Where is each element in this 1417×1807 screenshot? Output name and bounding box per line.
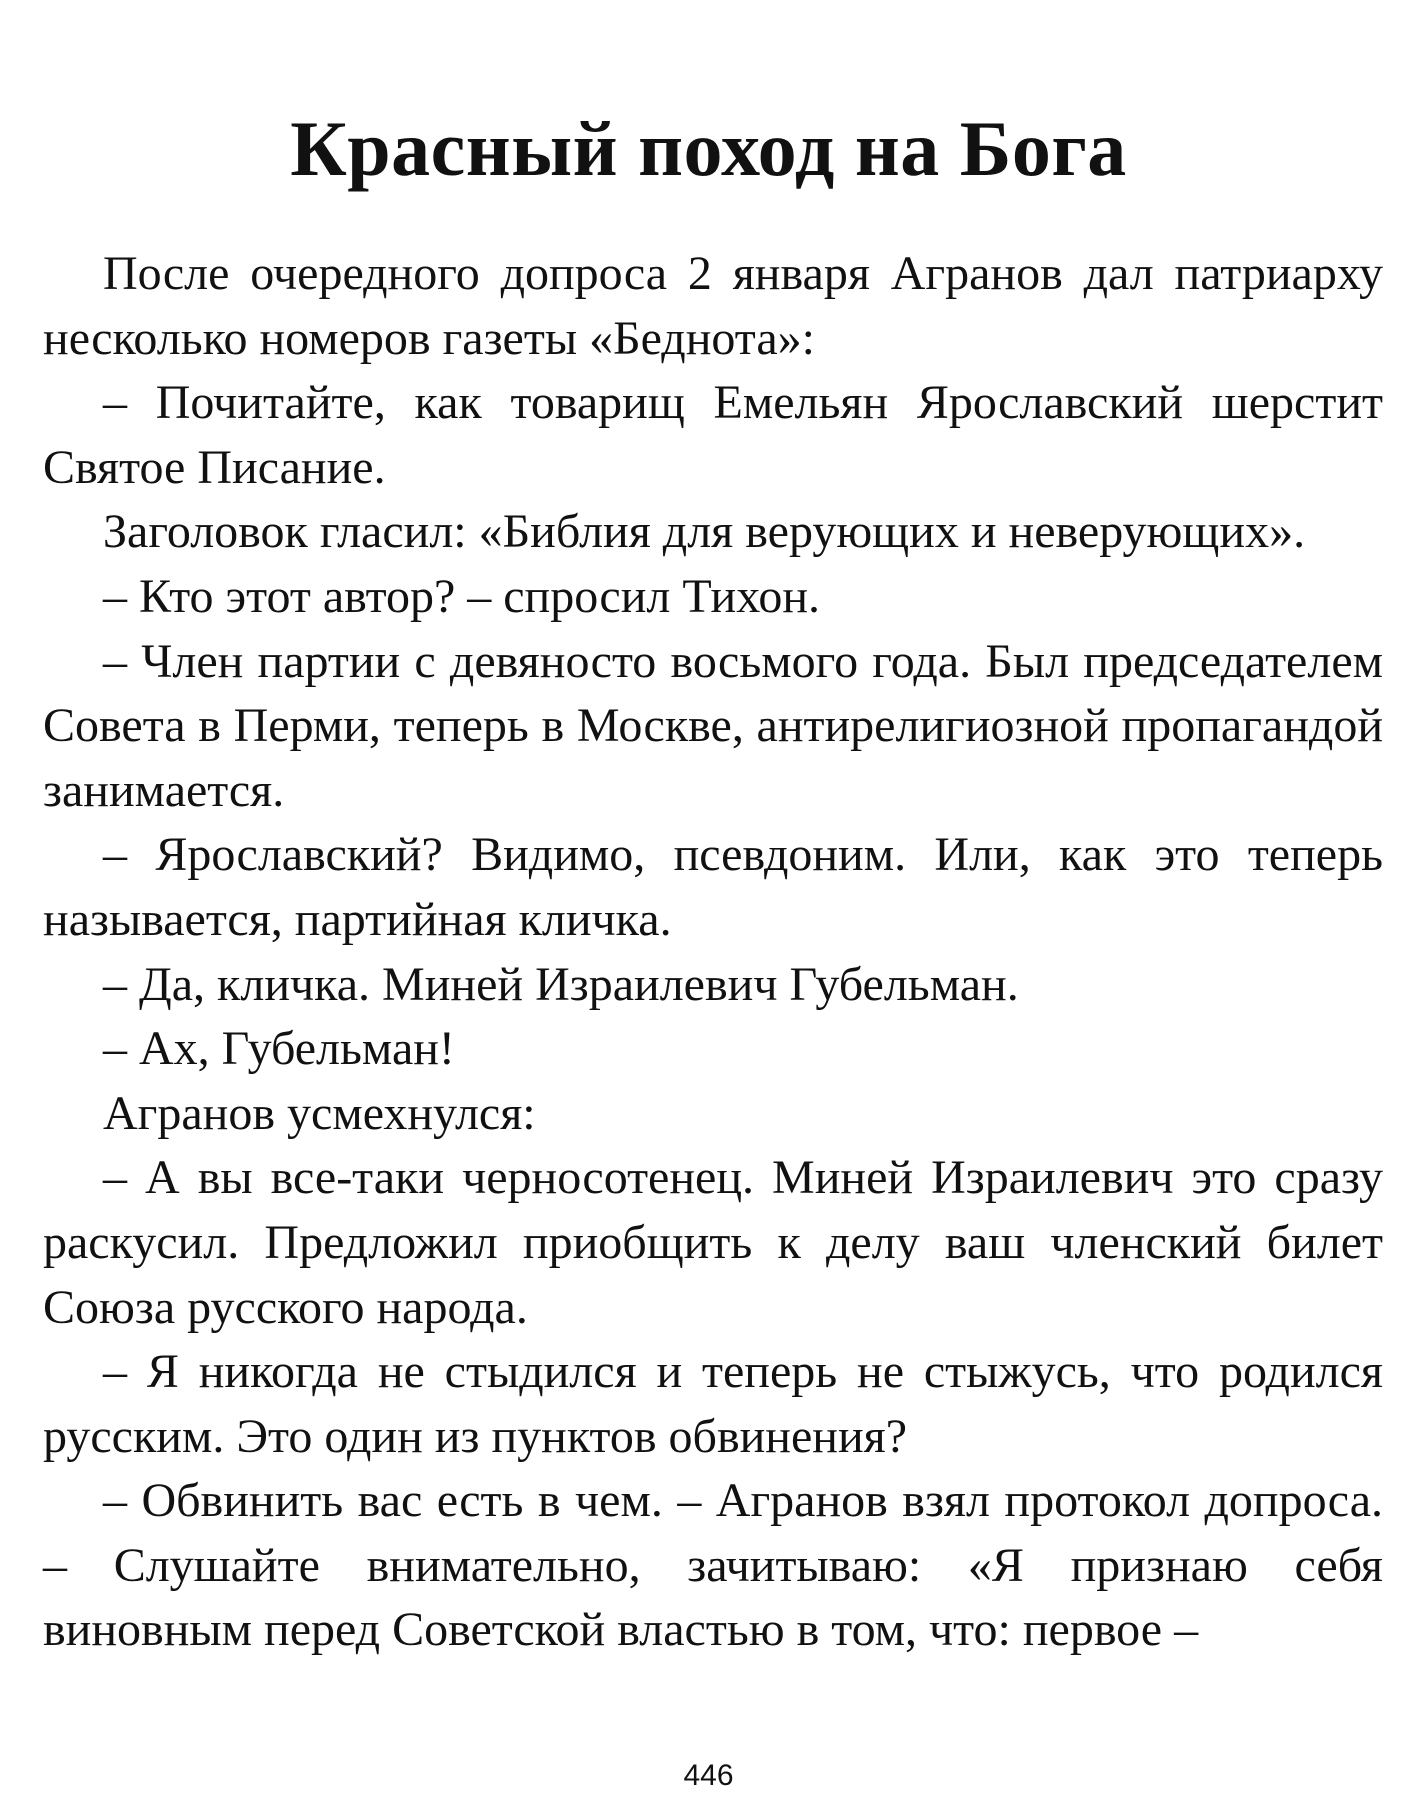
chapter-title: Красный поход на Бога: [290, 105, 1127, 192]
page-number: 446: [683, 1759, 734, 1792]
paragraph: Заголовок гласил: «Библия для верующих и неверующих».: [103, 505, 1306, 559]
paragraph: – Ах, Губельман!: [103, 1022, 455, 1076]
paragraph: – Кто этот автор? – спросил Тихон.: [103, 569, 821, 623]
paragraph: – Да, кличка. Миней Израилевич Губельман.: [103, 957, 1019, 1011]
paragraph: – Обвинить вас есть в чем. – Агранов взял протокол допроса. – Слушайте внимательно, зачитываю: «Я признаю себя виновным перед Советской властью в том, что: первое –: [43, 1474, 1383, 1657]
paragraph: – Я никогда не стыдился и теперь не стыжусь, что родился русским. Это один из пунктов обвинения?: [43, 1345, 1383, 1463]
paragraph: – Почитайте, как товарищ Емельян Ярославский шерстит Святое Писание.: [43, 376, 1383, 494]
paragraph: – Ярославский? Видимо, псевдоним. Или, как это теперь называется, партийная кличка.: [43, 828, 1383, 946]
paragraph: Агранов усмехнулся:: [103, 1086, 536, 1140]
paragraph: – Член партии с девяносто восьмого года. Был председателем Совета в Перми, теперь в Москве, антирелигиозной пропагандой занимается.: [43, 634, 1383, 817]
paragraph: – А вы все-таки черносотенец. Миней Израилевич это сразу раскусил. Предложил приобщить к делу ваш членский билет Союза русского народа.: [43, 1151, 1383, 1334]
body-text: [43, 242, 1383, 1663]
paragraph: После очередного допроса 2 января Агранов дал патриарху несколько номеров газеты «Беднота»:: [43, 247, 1383, 365]
